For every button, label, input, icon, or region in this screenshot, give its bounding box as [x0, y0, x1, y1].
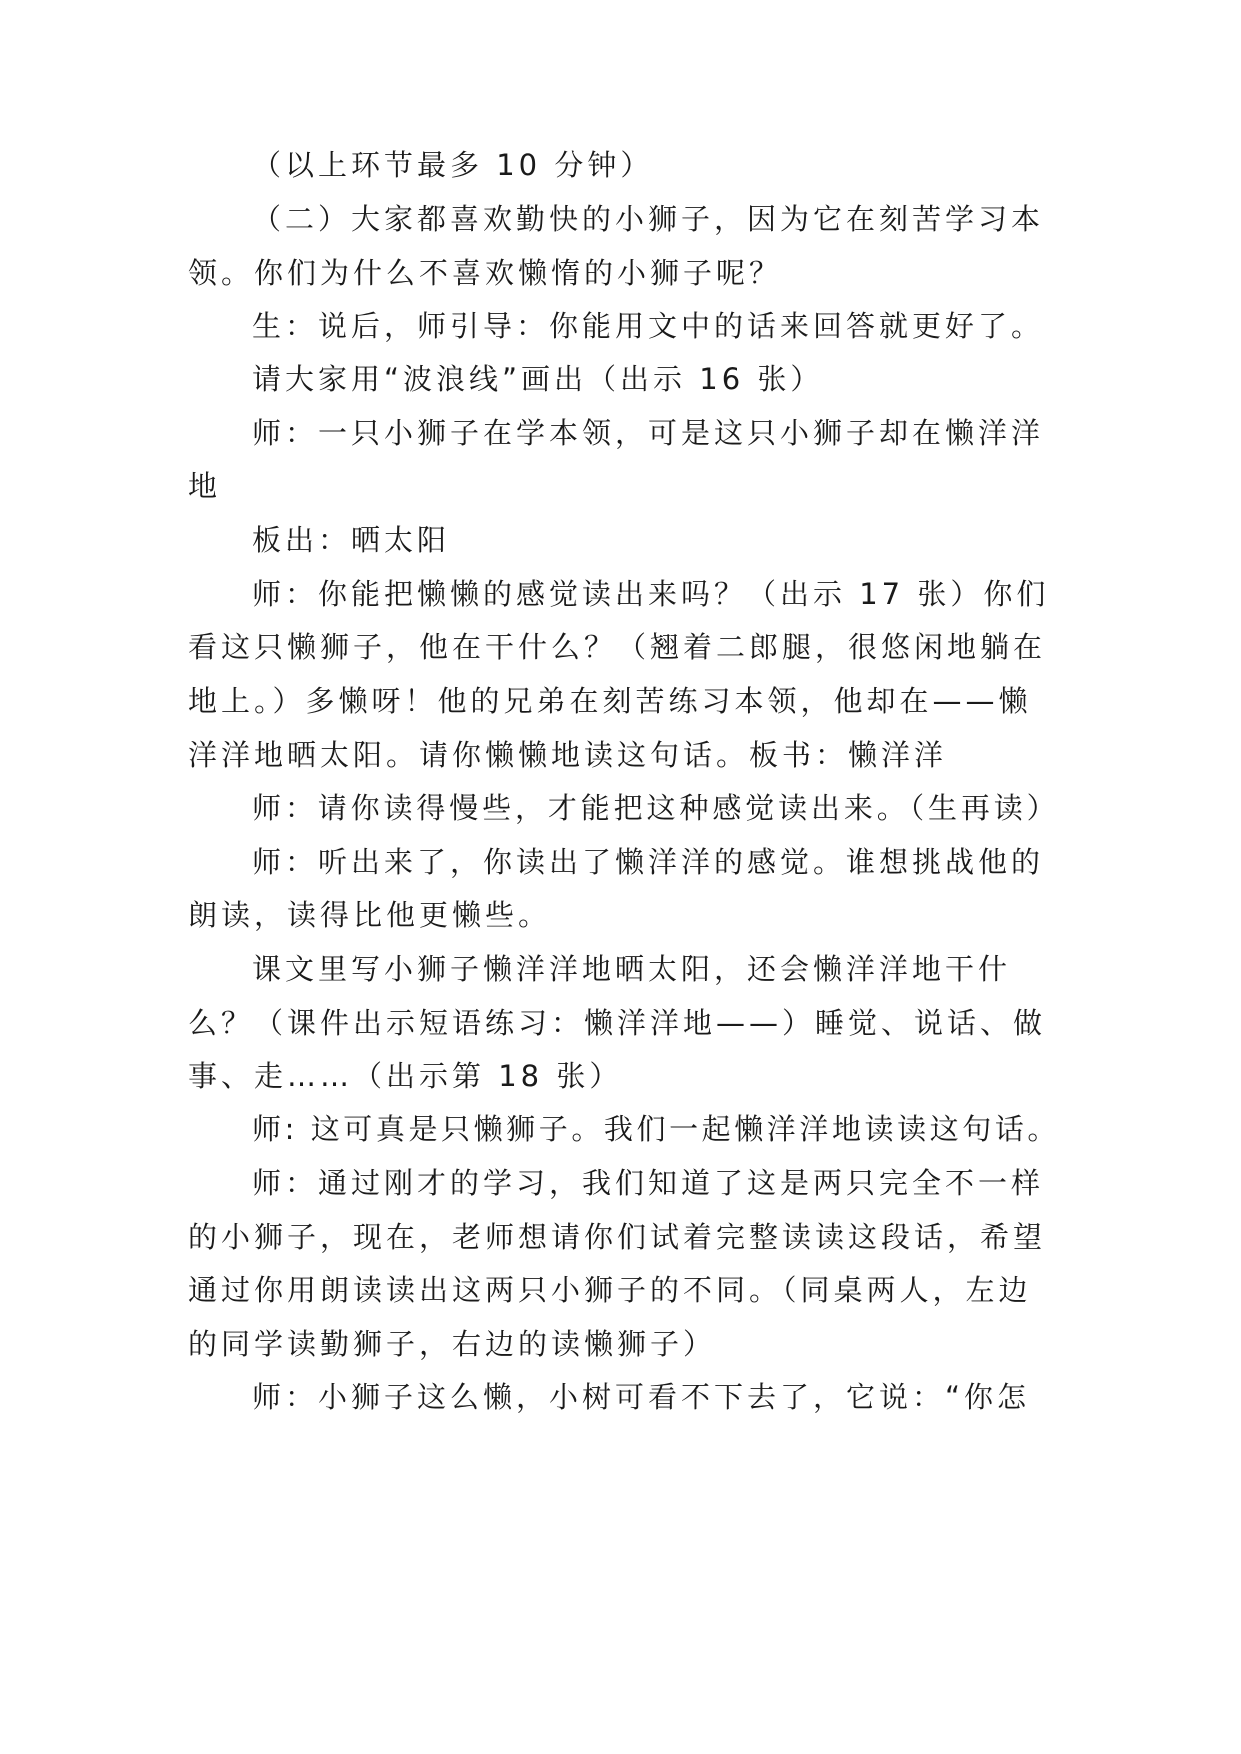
text-line-21: 的小狮子，现在，老师想请你们试着完整读读这段话，希望: [188, 1220, 1047, 1254]
text-line-12: 洋洋地晒太阳。请你懒懒地读这句话。板书：懒洋洋: [188, 738, 948, 772]
text-line-5: 请大家用“波浪线”画出（出示 16 张）: [252, 362, 824, 396]
text-line-10: 看这只懒狮子，他在干什么？（翘着二郎腿，很悠闲地躺在: [188, 630, 1047, 664]
text-line-6: 师：一只小狮子在学本领，可是这只小狮子却在懒洋洋: [252, 416, 1045, 450]
text-line-16: 课文里写小狮子懒洋洋地晒太阳，还会懒洋洋地干什: [252, 952, 1012, 986]
text-line-8: 板出：晒太阳: [252, 523, 451, 557]
text-line-9: 师：你能把懒懒的感觉读出来吗？（出示 17 张）你们: [252, 577, 1050, 611]
text-line-1: （以上环节最多 10 分钟）: [252, 148, 654, 182]
text-line-15: 朗读，读得比他更懒些。: [188, 898, 552, 932]
text-line-18: 事、走……（出示第 18 张）: [188, 1059, 623, 1093]
text-line-2: （二）大家都喜欢勤快的小狮子，因为它在刻苦学习本: [252, 202, 1045, 236]
text-line-24: 师：小狮子这么懒，小树可看不下去了，它说：“你怎: [252, 1380, 1031, 1414]
text-line-13: 师：请你读得慢些，才能把这种感觉读出来。（生再读）: [252, 791, 1060, 825]
text-line-3: 领。你们为什么不喜欢懒惰的小狮子呢？: [188, 256, 783, 290]
text-line-23: 的同学读勤狮子，右边的读懒狮子）: [188, 1327, 717, 1361]
text-line-19: 师: 这可真是只懒狮子。我们一起懒洋洋地读读这句话。: [252, 1112, 1060, 1146]
text-line-20: 师：通过刚才的学习，我们知道了这是两只完全不一样: [252, 1166, 1045, 1200]
text-line-14: 师：听出来了，你读出了懒洋洋的感觉。谁想挑战他的: [252, 845, 1045, 879]
text-line-7: 地: [188, 469, 222, 503]
text-line-4: 生：说后，师引导：你能用文中的话来回答就更好了。: [252, 309, 1045, 343]
text-line-17: 么？（课件出示短语练习：懒洋洋地——）睡觉、说话、做: [188, 1006, 1047, 1040]
text-line-22: 通过你用朗读读出这两只小狮子的不同。（同桌两人，左边: [188, 1273, 1032, 1307]
text-line-11: 地上。）多懒呀！他的兄弟在刻苦练习本领，他却在——懒: [188, 684, 1032, 718]
